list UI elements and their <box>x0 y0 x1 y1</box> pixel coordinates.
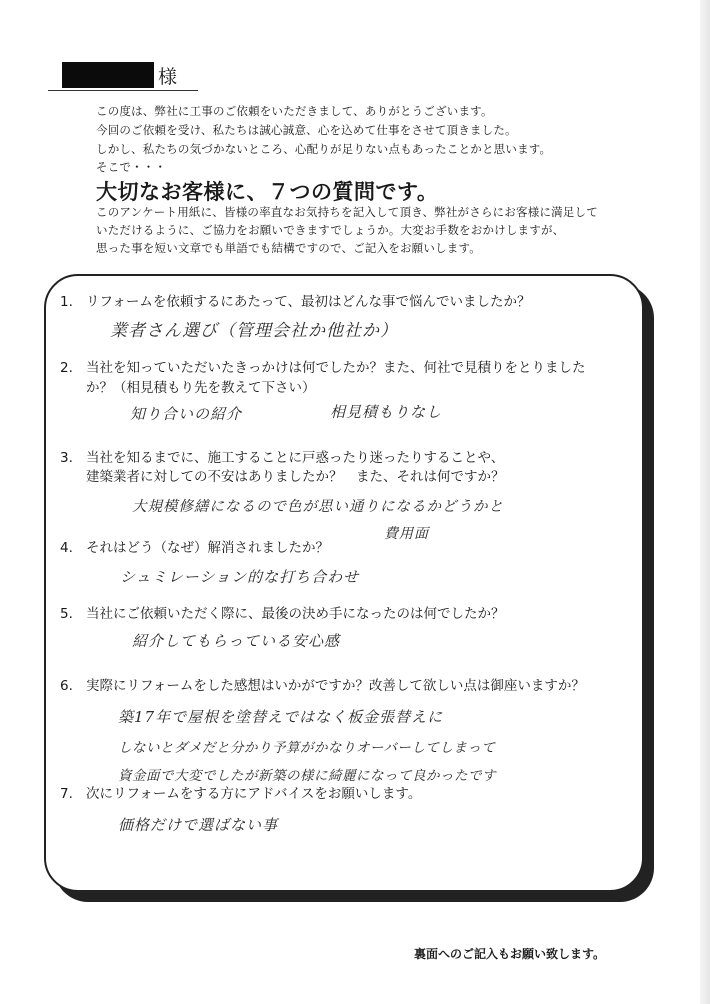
answer-7: 価格だけで選ばない事 <box>118 816 279 834</box>
question-number: 3. <box>60 450 73 466</box>
question-2-cont: か？（相見積もり先を教えて下さい） <box>86 380 316 396</box>
answer-2-source: 知り合いの紹介 <box>130 405 243 423</box>
question-1 <box>60 290 531 310</box>
scan-edge <box>700 0 710 1004</box>
question-3 <box>60 446 504 466</box>
question-number: 7. <box>60 786 73 802</box>
footer-note: 裏面へのご記入もお願い致します。 <box>414 947 606 961</box>
question-7 <box>60 782 421 802</box>
question-number: 4. <box>60 540 73 556</box>
question-text: それはどう（なぜ）解消されましたか？ <box>86 540 329 556</box>
question-text: 当社にご依頼いただく際に、最後の決め手になったのは何でしたか？ <box>86 606 505 622</box>
question-3-cont: 建築業者に対しての不安はありましたか？ また、それは何ですか？ <box>86 469 505 485</box>
answer-1: 業者さん選び（管理会社か他社か） <box>110 321 398 341</box>
request-line: 思った事を短い文章でも単語でも結構ですので、ご記入をお願いします。 <box>96 241 481 255</box>
question-5 <box>60 602 505 622</box>
answer-6-line-3: 資金面で大変でしたが新築の様に綺麗になって良かったです <box>118 768 496 784</box>
question-text: 実際にリフォームをした感想はいかがですか？改善して欲しい点は御座いますか？ <box>86 678 585 694</box>
intro-line: この度は、弊社に工事のご依頼をいただきまして、ありがとうございます。 <box>96 104 493 118</box>
intro-line: そこで・・・ <box>96 160 167 174</box>
question-number: 2. <box>60 360 73 376</box>
question-text: 次にリフォームをする方にアドバイスをお願いします。 <box>86 786 422 802</box>
question-text: 当社を知っていただいたきっかけは何でしたか？また、何社で見積りをとりました <box>86 360 586 376</box>
answer-6-line-1: 築17年で屋根を塗替えではなく板金張替えに <box>118 708 444 726</box>
request-line: このアンケート用紙に、皆様の率直なお気持ちを記入して頂き、弊社がさらにお客様に満足して <box>96 205 598 219</box>
intro-line: しかし、私たちの気づかないところ、心配りが足りない点もあったことかと思います。 <box>96 142 552 156</box>
answer-5: 紹介してもらっている安心感 <box>132 632 341 650</box>
question-number: 1. <box>60 294 73 310</box>
answer-2-quotes: 相見積もりなし <box>330 403 443 421</box>
question-text: リフォームを依頼するにあたって、最初はどんな事で悩んでいましたか？ <box>86 294 531 310</box>
page-title: 大切なお客様に、７つの質問です。 <box>96 180 439 204</box>
question-number: 5. <box>60 606 73 622</box>
honorific: 様 <box>158 66 178 88</box>
request-line: いただけるように、ご協力をお願いできますでしょうか。大変お手数をおかけしますが、 <box>96 223 565 237</box>
question-text: 当社を知るまでに、施工することに戸惑ったり迷ったりすることや、 <box>86 450 505 466</box>
question-6 <box>60 674 585 694</box>
intro-line: 今回のご依頼を受け、私たちは誠心誠意、心を込めて仕事をさせて頂きました。 <box>96 123 517 137</box>
name-underline <box>48 90 198 91</box>
answer-3-cont: 費用面 <box>384 526 429 542</box>
question-number: 6. <box>60 678 73 694</box>
answer-3: 大規模修繕になるので色が思い通りになるかどうかと <box>132 499 504 515</box>
question-4 <box>60 536 329 556</box>
question-2 <box>60 356 586 376</box>
answer-4: シュミレーション的な打ち合わせ <box>120 568 360 586</box>
redacted-name <box>62 62 154 88</box>
answer-6-line-2: しないとダメだと分かり予算がかなりオーバーしてしまって <box>118 740 496 756</box>
